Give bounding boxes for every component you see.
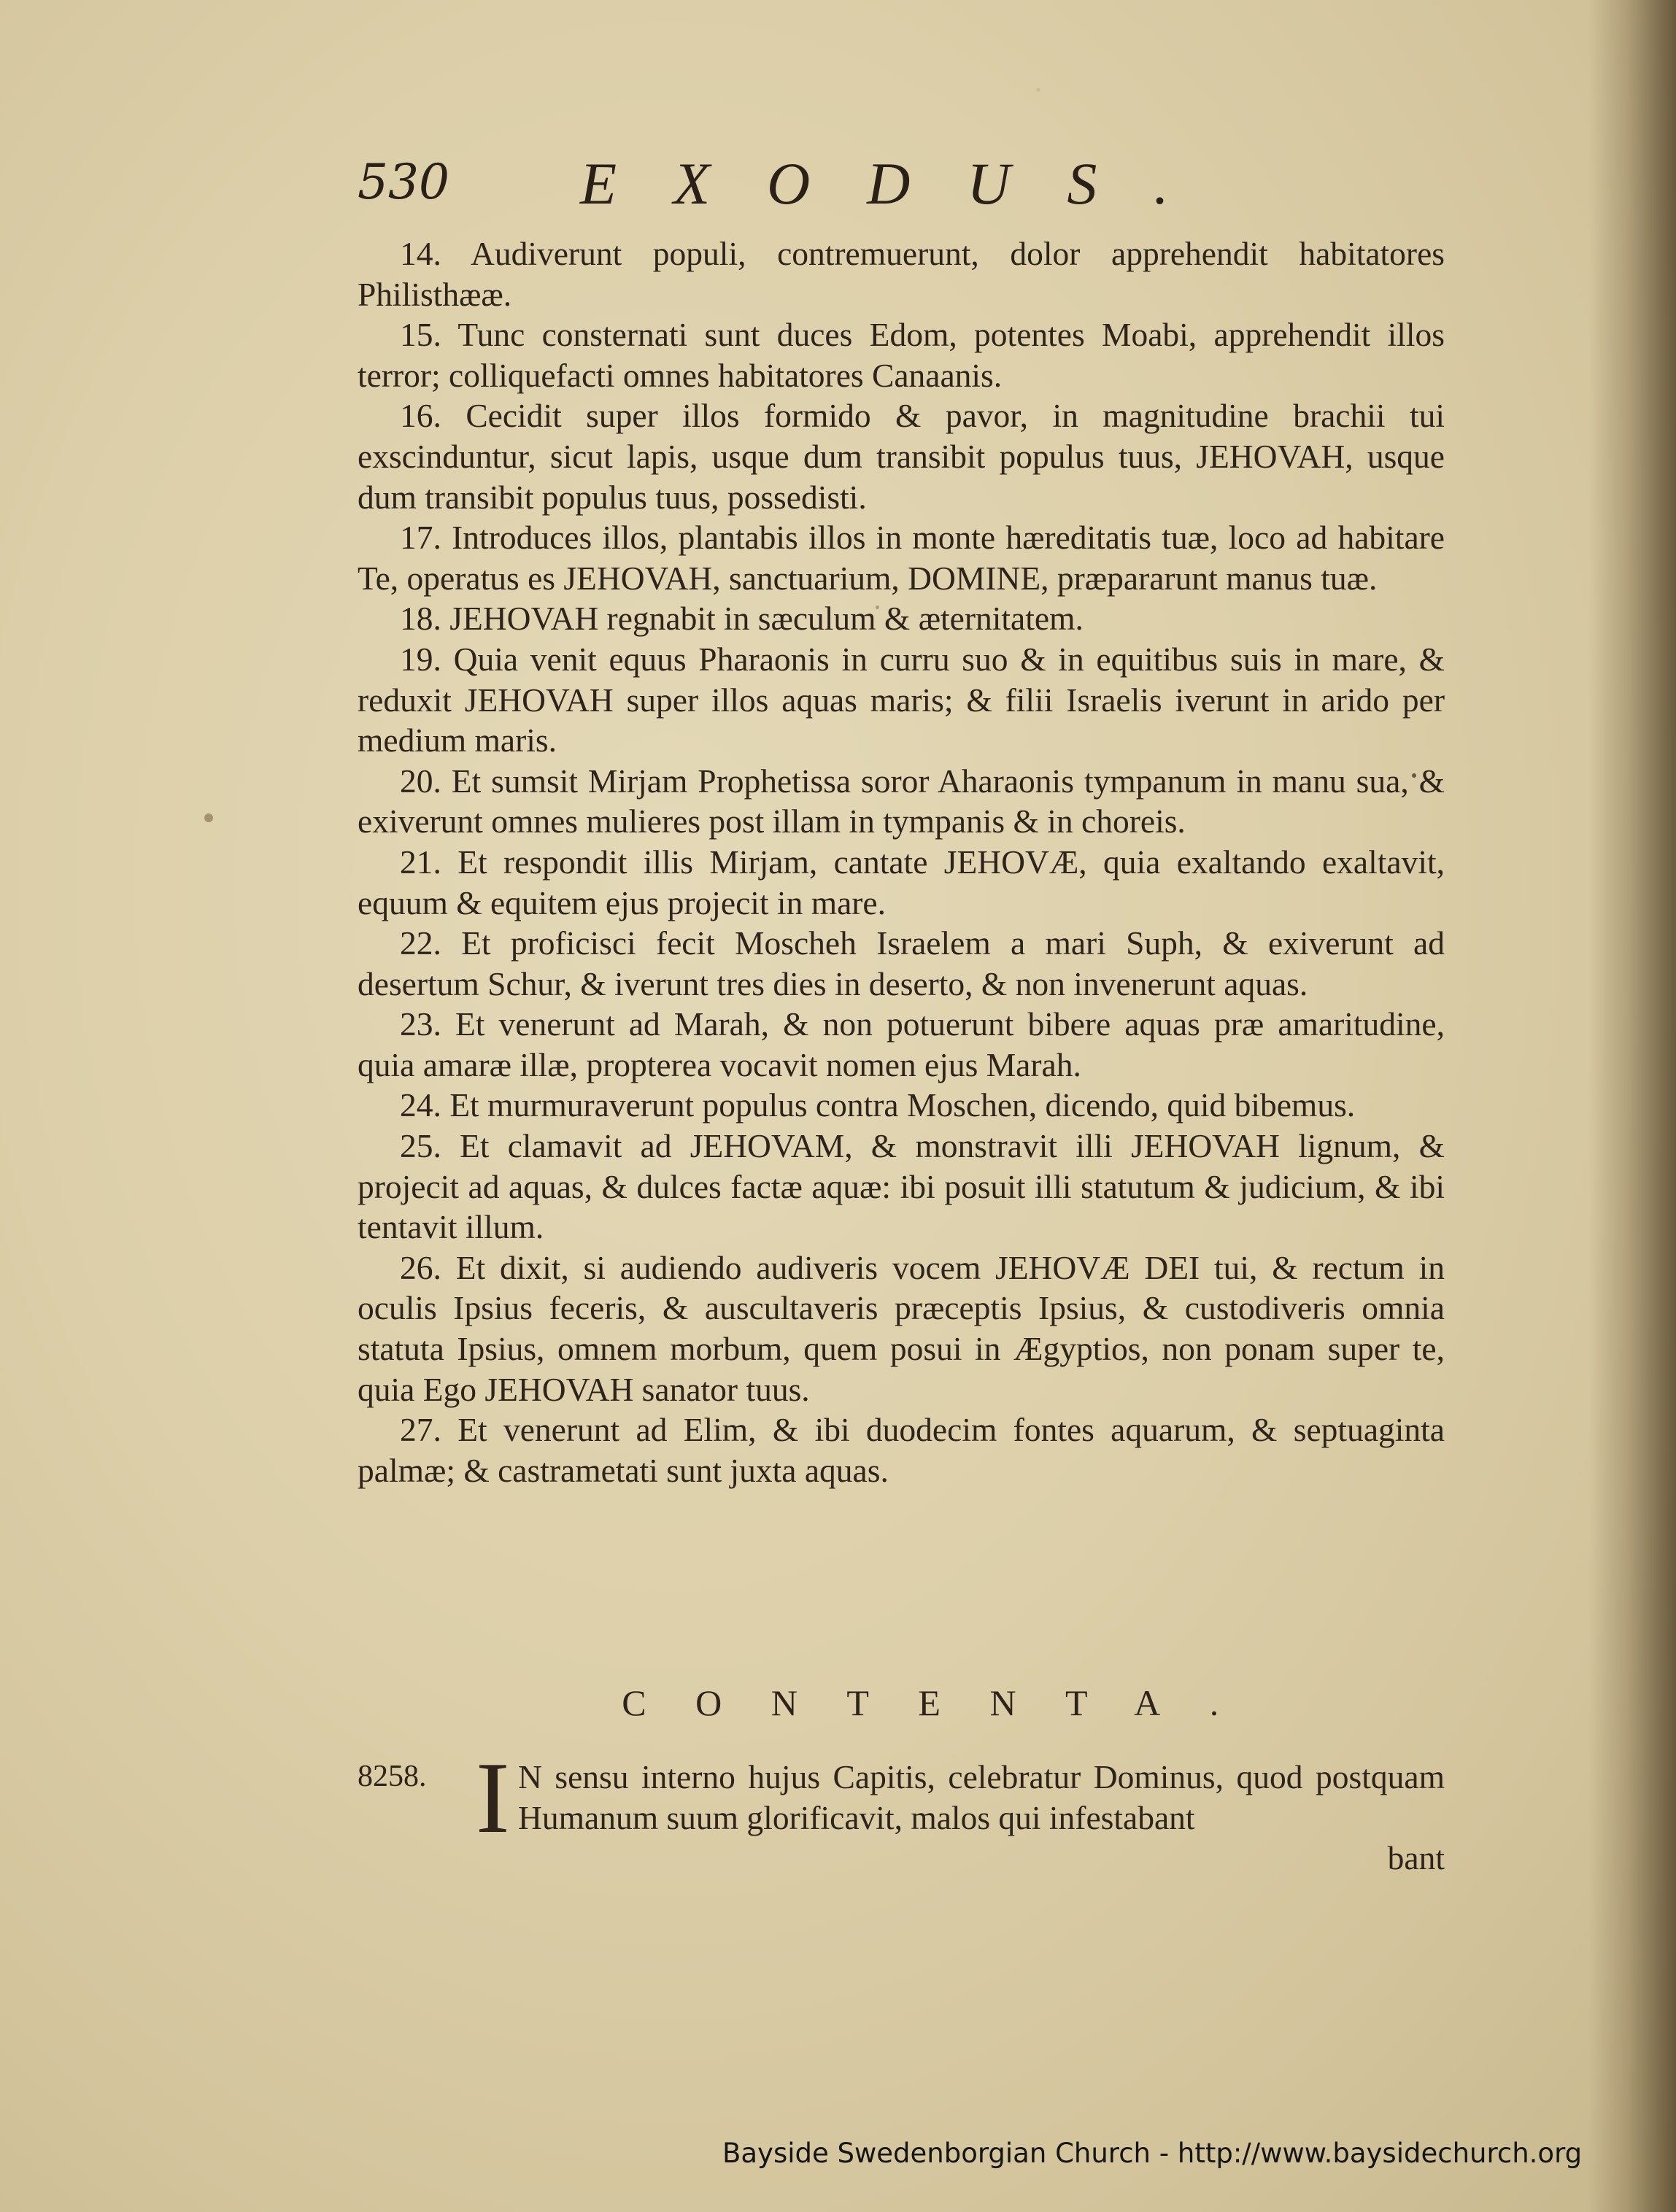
verse-list — [358, 233, 1445, 1490]
page-header — [358, 150, 1459, 230]
verse-19: 19. Quia venit equus Pharaonis in curru suo & in equitibus suis in mare, & reduxit JEHOVAH super illos aquas maris; & filii Israelis iverunt in arido per medium maris. — [358, 640, 1445, 759]
verse-15: 15. Tunc consternati sunt duces Edom, potentes Moabi, apprehendit illos terror; colliquefacti omnes habitatores Canaanis. — [358, 316, 1445, 394]
running-title: EXODUS. — [580, 150, 1226, 217]
verse-22: 22. Et proficisci fecit Moscheh Israelem a mari Suph, & exiverunt ad desertum Schur, & iverunt tres dies in deserto, & non invenerunt aquas. — [358, 924, 1445, 1002]
page-number: 530 — [358, 154, 449, 210]
paragraph-number: 8258. — [358, 1760, 427, 1793]
verse-16: 16. Cecidit super illos formido & pavor, in magnitudine brachii tui exscinduntur, sicut lapis, usque dum transibit populus tuus, JEHOVAH, usque dum transibit populus tuus, possedisti. — [358, 397, 1445, 516]
contenta-body: N sensu interno hujus Capitis, celebratur Dominus, quod postquam Humanum suum glorificavit, malos qui infestabant — [518, 1758, 1445, 1836]
verse-17: 17. Introduces illos, plantabis illos in monte hæreditatis tuæ, loco ad habitare Te, operatus es JEHOVAH, sanctuarium, DOMINE, præpararunt manus tuæ. — [358, 519, 1445, 597]
verse-27: 27. Et venerunt ad Elim, & ibi duodecim fontes aquarum, & septuaginta palmæ; & castrametati sunt juxta aquas. — [358, 1411, 1445, 1489]
verse-24: 24. Et murmuraverunt populus contra Moschen, dicendo, quid bibemus. — [400, 1086, 1356, 1124]
verse-21: 21. Et respondit illis Mirjam, cantate JEHOVÆ, quia exaltando exaltavit, equum & equitem ejus projecit in mare. — [358, 843, 1445, 921]
verse-23: 23. Et venerunt ad Marah, & non potuerunt bibere aquas præ amaritudine, quia amaræ illæ, propterea vocavit nomen ejus Marah. — [358, 1005, 1445, 1083]
verse-20: 20. Et sumsit Mirjam Prophetissa soror Aharaonis tympanum in manu sua, & exiverunt omnes mulieres post illam in tympanis & in choreis. — [358, 762, 1445, 840]
watermark-credit: Bayside Swedenborgian Church - http://www.baysidechurch.org — [722, 2138, 1583, 2169]
verse-18: 18. JEHOVAH regnabit in sæculum & æternitatem. — [400, 600, 1084, 638]
contenta-text — [518, 1757, 1445, 1838]
verse-14: 14. Audiverunt populi, contremuerunt, dolor apprehendit habitatores Philisthææ. — [358, 235, 1445, 313]
verse-25: 25. Et clamavit ad JEHOVAM, & monstravit illi JEHOVAH lignum, & projecit ad aquas, & dulces factæ aquæ: ibi posuit illi statutum & judicium, & ibi tentavit illum. — [358, 1127, 1445, 1246]
catchword: bant — [1387, 1839, 1445, 1876]
contenta-paragraph — [358, 1741, 1445, 1895]
drop-cap: I — [476, 1741, 510, 1855]
contenta-heading: CONTENTA. — [622, 1682, 1268, 1723]
verse-26: 26. Et dixit, si audiendo audiveris vocem JEHOVÆ DEI tui, & rectum in oculis Ipsius feceris, & auscultaveris præceptis Ipsius, & custodiveris omnia statuta Ipsius, omnem morbum, quem posui in Ægyptios, non ponam super te, quia Ego JEHOVAH sanator tuus. — [358, 1248, 1445, 1408]
page-gutter-shadow — [1588, 0, 1676, 2212]
